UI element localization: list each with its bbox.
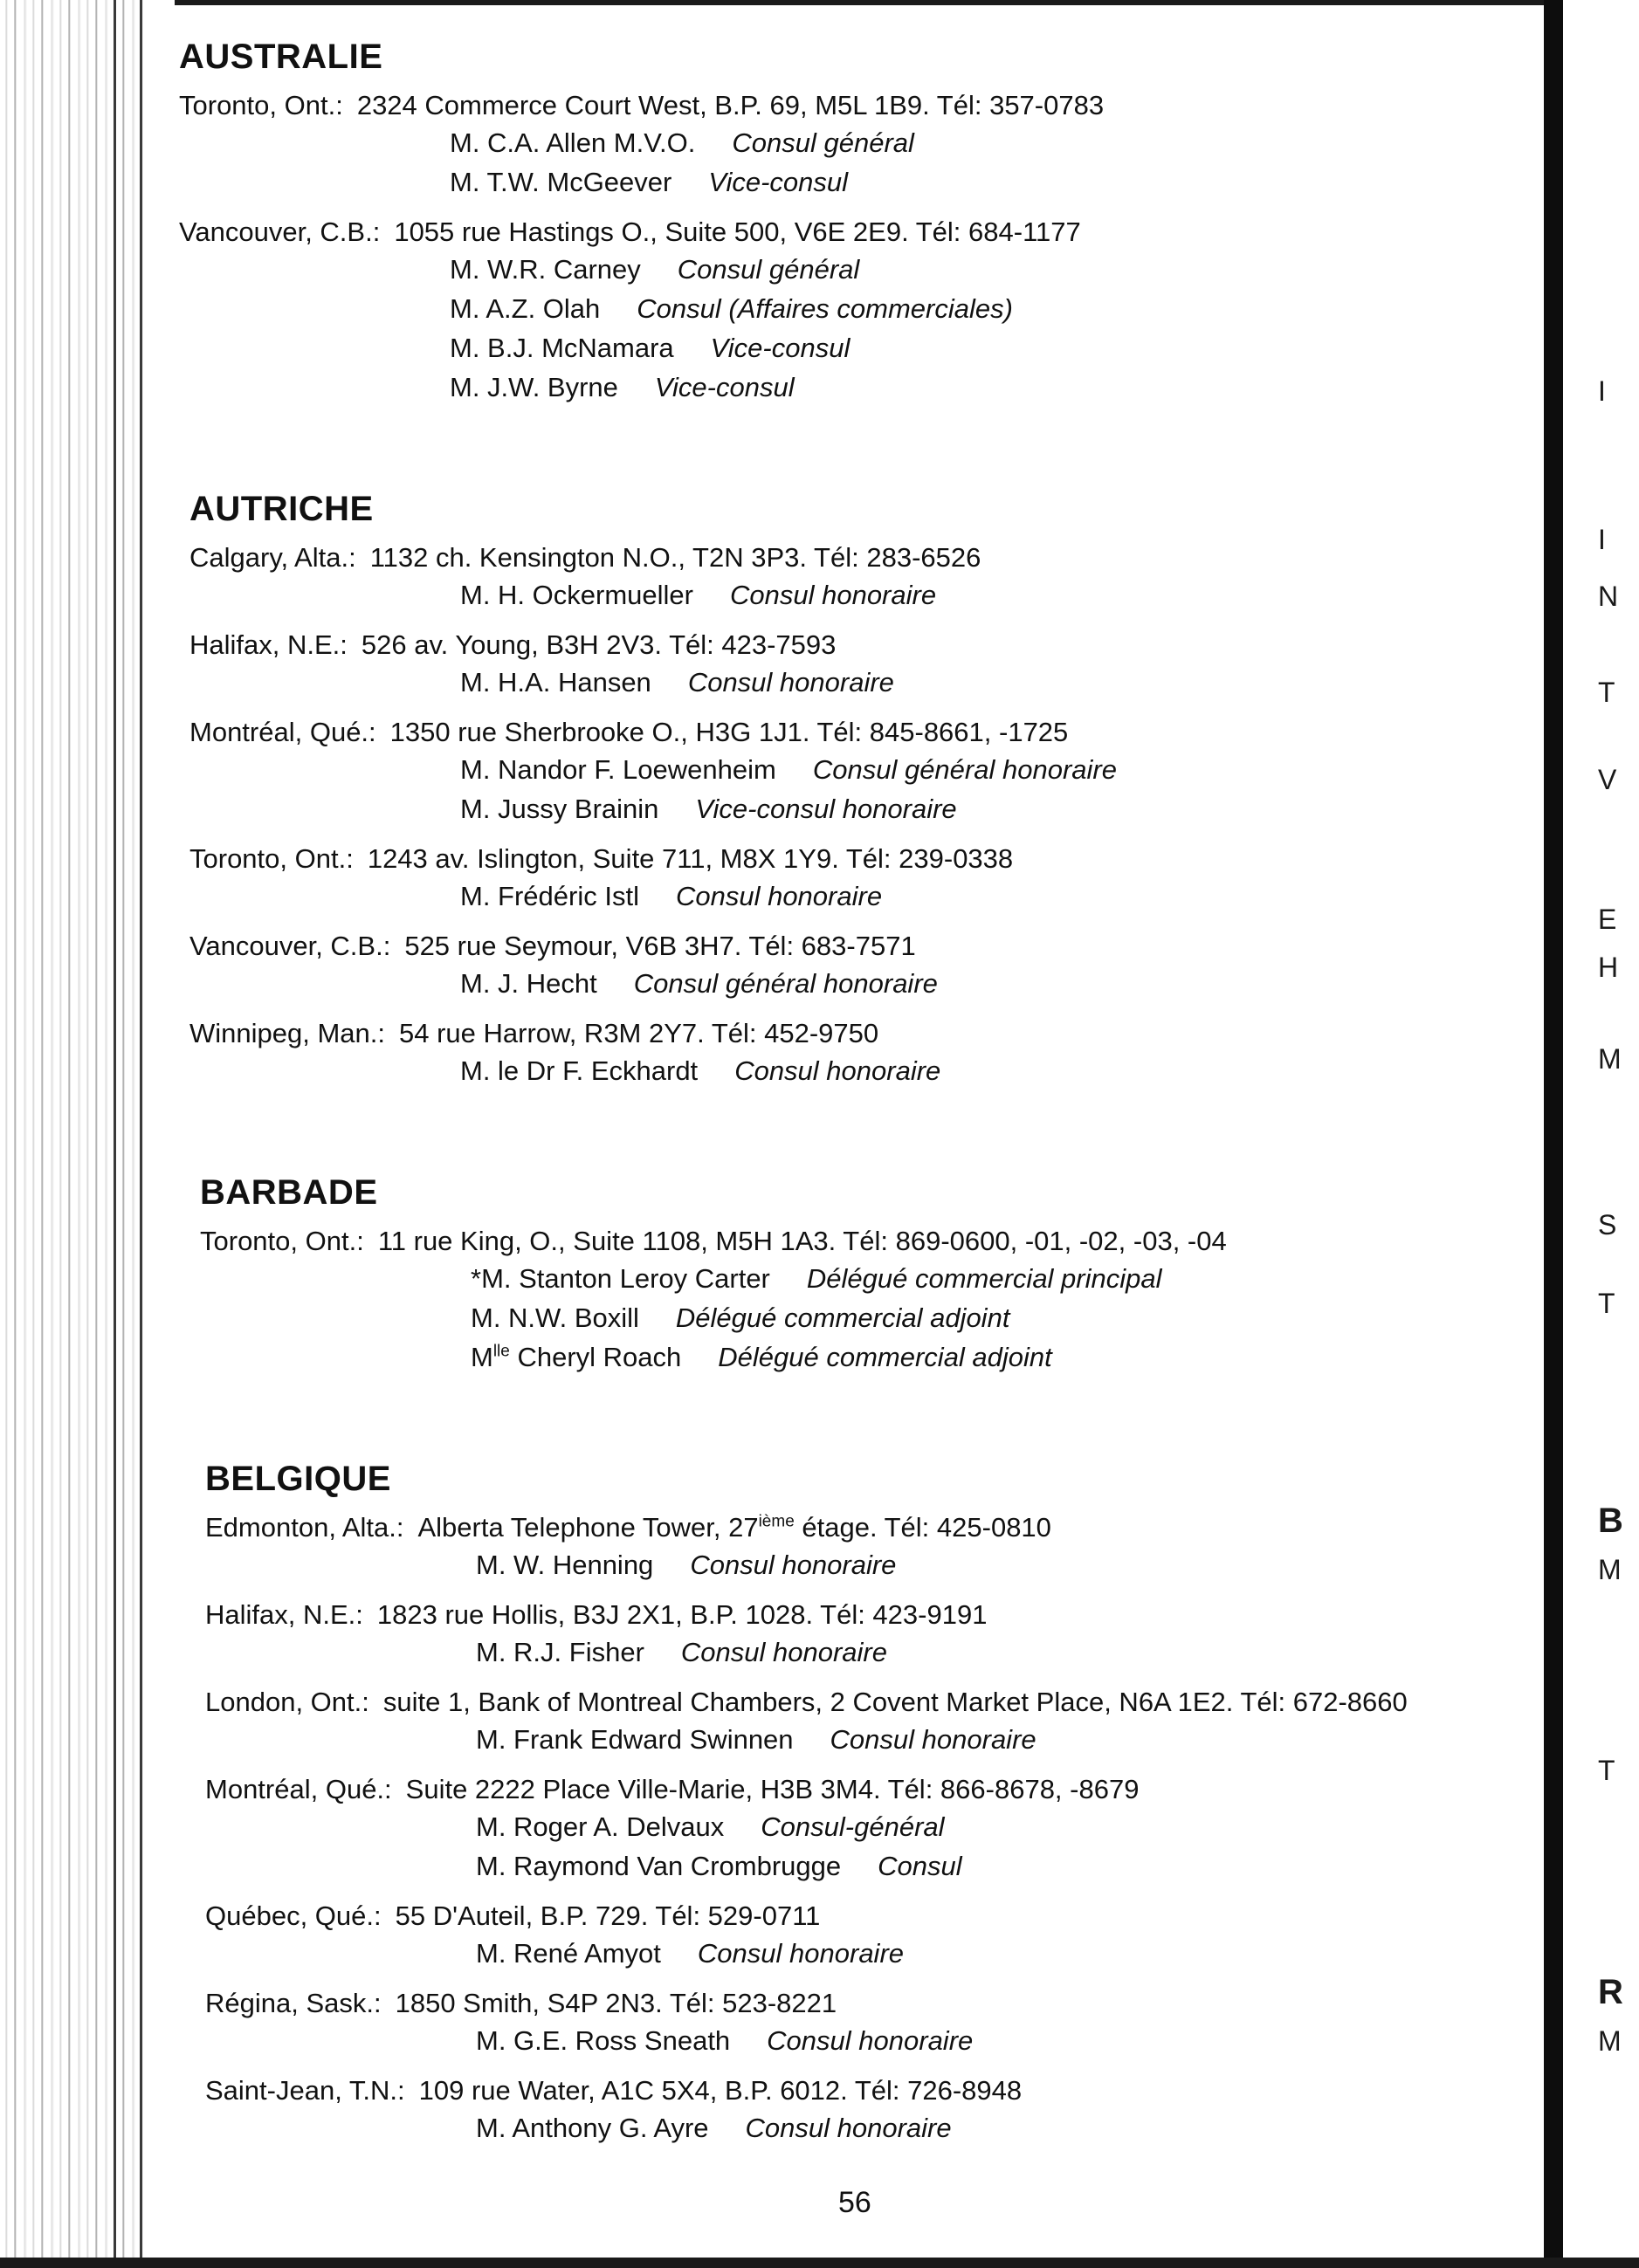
directory-page [179,35,1524,2160]
adjacent-page-fragment: V [1598,764,1617,795]
bottom-rule [0,2258,1639,2268]
official-title: Consul honoraire [767,2025,974,2056]
country-section [179,1171,1524,1377]
city-label: Saint-Jean, T.N.: [205,2075,405,2106]
address-text: 54 rue Harrow, R3M 2Y7. Tél: 452-9750 [399,1018,879,1048]
address-line [200,1223,1524,1259]
consulate-entry [189,1015,1524,1090]
official-row [189,876,1524,916]
adjacent-page-fragment: T [1598,1755,1615,1786]
city-label: Toronto, Ont.: [179,90,343,120]
address-line [205,1898,1524,1934]
city-label: Winnipeg, Man.: [189,1018,385,1048]
official-title: Consul honoraire [687,667,894,698]
address-text: 1243 av. Islington, Suite 711, M8X 1Y9. Tél: 239-0338 [367,843,1014,874]
official-title: Consul [878,1851,962,1881]
consulate-entry [205,1771,1524,1886]
consulate-entry [200,1223,1524,1377]
official-row [205,1807,1524,1846]
consulate-entry [205,1597,1524,1672]
address-text: 525 rue Seymour, V6B 3H7. Tél: 683-7571 [404,931,916,961]
official-row [179,368,1524,407]
official-name: M. T.W. McGeever [450,167,672,197]
adjacent-page-strip [1563,0,1639,2268]
adjacent-page-fragment: E [1598,904,1617,935]
city-label: Halifax, N.E.: [189,629,348,660]
official-row [200,1337,1524,1377]
country-section [179,35,1524,407]
official-row [189,1051,1524,1090]
official-name: M. Roger A. Delvaux [476,1811,725,1842]
address-text: Alberta Telephone Tower, 27ième étage. Tél: 425-0810 [417,1512,1051,1543]
consulate-entry [189,928,1524,1003]
consulate-entry [189,540,1524,615]
city-label: Halifax, N.E.: [205,1599,363,1630]
city-label: Montréal, Qué.: [205,1774,392,1804]
city-label: Québec, Qué.: [205,1900,382,1931]
official-name: M. R.J. Fisher [476,1637,644,1667]
address-line [189,841,1524,876]
adjacent-page-fragment: B [1598,1502,1623,1540]
official-title: Vice-consul [710,333,850,363]
official-name: M. Frank Edward Swinnen [476,1724,794,1755]
address-text: 1055 rue Hastings O., Suite 500, V6E 2E9. Tél: 684-1177 [394,216,1081,247]
official-row [189,789,1524,828]
address-line [189,714,1524,750]
consulate-entry [205,1898,1524,1973]
address-line [205,1771,1524,1807]
city-label: Montréal, Qué.: [189,717,376,747]
official-name: M. le Dr F. Eckhardt [460,1055,699,1086]
official-title: Consul honoraire [697,1938,905,1969]
official-title: Consul général [732,127,914,158]
address-line [205,1509,1524,1545]
country-heading: BELGIQUE [205,1460,391,1498]
official-row [205,1632,1524,1672]
adjacent-page-fragment: R [1598,1973,1623,2011]
address-line [179,87,1524,123]
official-row [179,328,1524,368]
consulate-entry [205,1985,1524,2060]
adjacent-page-fragment: S [1598,1209,1617,1241]
address-text: suite 1, Bank of Montreal Chambers, 2 Covent Market Place, N6A 1E2. Tél: 672-8660 [382,1687,1408,1717]
country-heading: AUSTRALIE [179,38,383,76]
address-line [205,2072,1524,2108]
city-label: Régina, Sask.: [205,1988,382,2018]
official-name: M. J. Hecht [460,968,597,999]
country-heading: BARBADE [200,1173,378,1212]
address-text: Suite 2222 Place Ville-Marie, H3B 3M4. Tél: 866-8678, -8679 [405,1774,1140,1804]
adjacent-page-fragment: I [1598,524,1606,555]
address-text: 55 D'Auteil, B.P. 729. Tél: 529-0711 [395,1900,821,1931]
address-text: 1823 rue Hollis, B3J 2X1, B.P. 1028. Tél: 423-9191 [376,1599,988,1630]
address-line [205,1985,1524,2021]
gutter-rule [114,0,116,2268]
address-text: 2324 Commerce Court West, B.P. 69, M5L 1B9. Tél: 357-0783 [356,90,1105,120]
adjacent-page-fragment: I [1598,375,1606,407]
country-heading: AUTRICHE [189,490,374,528]
official-row [205,1720,1524,1759]
official-row [200,1298,1524,1337]
official-title: Vice-consul [708,167,849,197]
address-text: 1350 rue Sherbrooke O., H3G 1J1. Tél: 845-8661, -1725 [389,717,1069,747]
official-row [179,162,1524,202]
official-name: M. Frédéric Istl [460,881,639,911]
city-label: Vancouver, C.B.: [189,931,391,961]
official-row [189,750,1524,789]
address-line [189,1015,1524,1051]
official-name: M. H. Ockermueller [460,580,693,610]
consulate-entry [205,1684,1524,1759]
official-title: Vice-consul [654,372,795,402]
city-label: Toronto, Ont.: [200,1226,364,1256]
consulate-entry [179,214,1524,407]
address-line [189,928,1524,964]
official-title: Consul honoraire [830,1724,1036,1755]
address-text: 1850 Smith, S4P 2N3. Tél: 523-8221 [395,1988,837,2018]
official-title: Consul honoraire [680,1637,887,1667]
official-title: Consul honoraire [675,881,883,911]
official-title: Délégué commercial principal [806,1263,1162,1294]
official-name: $M^{lle}$ Cheryl Roach [471,1342,682,1372]
address-line [189,540,1524,575]
city-label: Edmonton, Alta.: [205,1512,404,1543]
adjacent-page-fragment: M [1598,1554,1622,1585]
official-name: *M. Stanton Leroy Carter [471,1263,770,1294]
country-section [179,1457,1524,2148]
official-title: Consul général honoraire [812,754,1117,785]
consulate-entry [189,841,1524,916]
page-number: 56 [838,2186,871,2219]
official-title: Consul honoraire [734,1055,941,1086]
official-row [205,1934,1524,1973]
official-name: M. W. Henning [476,1550,654,1580]
official-row [189,964,1524,1003]
city-label: Vancouver, C.B.: [179,216,381,247]
official-title: Consul honoraire [690,1550,897,1580]
official-row [189,575,1524,615]
adjacent-page-fragment: T [1598,677,1615,708]
official-name: M. Jussy Brainin [460,794,659,824]
adjacent-page-fragment: M [1598,1043,1622,1075]
official-title: Consul-général [761,1811,945,1842]
official-row [205,1545,1524,1584]
official-title: Consul (Affaires commerciales) [637,293,1013,324]
city-label: London, Ont.: [205,1687,369,1717]
address-line [179,214,1524,250]
official-name: M. Raymond Van Crombrugge [476,1851,842,1881]
gutter-rule [140,0,142,2268]
adjacent-page-fragment: M [1598,2025,1622,2057]
official-title: Vice-consul honoraire [695,794,957,824]
consulate-entry [179,87,1524,202]
consulate-entry [205,1509,1524,1584]
address-text: 11 rue King, O., Suite 1108, M5H 1A3. Tél: 869-0600, -01, -02, -03, -04 [377,1226,1227,1256]
adjacent-page-fragment: N [1598,581,1619,612]
official-title: Consul honoraire [745,2113,952,2143]
official-name: M. René Amyot [476,1938,661,1969]
official-row [189,663,1524,702]
official-title: Consul général [677,254,860,285]
official-row [205,1846,1524,1886]
official-name: M. C.A. Allen M.V.O. [450,127,696,158]
official-name: M. B.J. McNamara [450,333,674,363]
official-row [179,289,1524,328]
official-name: M. W.R. Carney [450,254,641,285]
address-line [205,1684,1524,1720]
official-title: Consul général honoraire [633,968,938,999]
city-label: Calgary, Alta.: [189,542,356,573]
adjacent-page-fragment: H [1598,952,1619,983]
official-row [179,250,1524,289]
consulate-entry [189,714,1524,828]
address-line [189,627,1524,663]
address-line [205,1597,1524,1632]
consulate-entry [205,2072,1524,2148]
adjacent-page-fragment: T [1598,1288,1615,1319]
address-text: 526 av. Young, B3H 2V3. Tél: 423-7593 [361,629,837,660]
address-text: 109 rue Water, A1C 5X4, B.P. 6012. Tél: 726-8948 [418,2075,1023,2106]
right-binding [1544,0,1563,2268]
official-name: M. J.W. Byrne [450,372,618,402]
official-name: M. Anthony G. Ayre [476,2113,709,2143]
official-row [179,123,1524,162]
official-title: Délégué commercial adjoint [718,1342,1052,1372]
official-row [200,1259,1524,1298]
consulate-entry [189,627,1524,702]
top-rule [175,0,1544,5]
city-label: Toronto, Ont.: [189,843,354,874]
official-name: M. G.E. Ross Sneath [476,2025,731,2056]
country-section [179,487,1524,1090]
address-text: 1132 ch. Kensington N.O., T2N 3P3. Tél: 283-6526 [369,542,981,573]
binding-gutter [0,0,144,2268]
official-name: M. A.Z. Olah [450,293,601,324]
official-name: M. H.A. Hansen [460,667,651,698]
official-name: M. Nandor F. Loewenheim [460,754,776,785]
official-row [205,2021,1524,2060]
official-row [205,2108,1524,2148]
official-name: M. N.W. Boxill [471,1302,639,1333]
official-title: Délégué commercial adjoint [675,1302,1010,1333]
official-title: Consul honoraire [729,580,937,610]
